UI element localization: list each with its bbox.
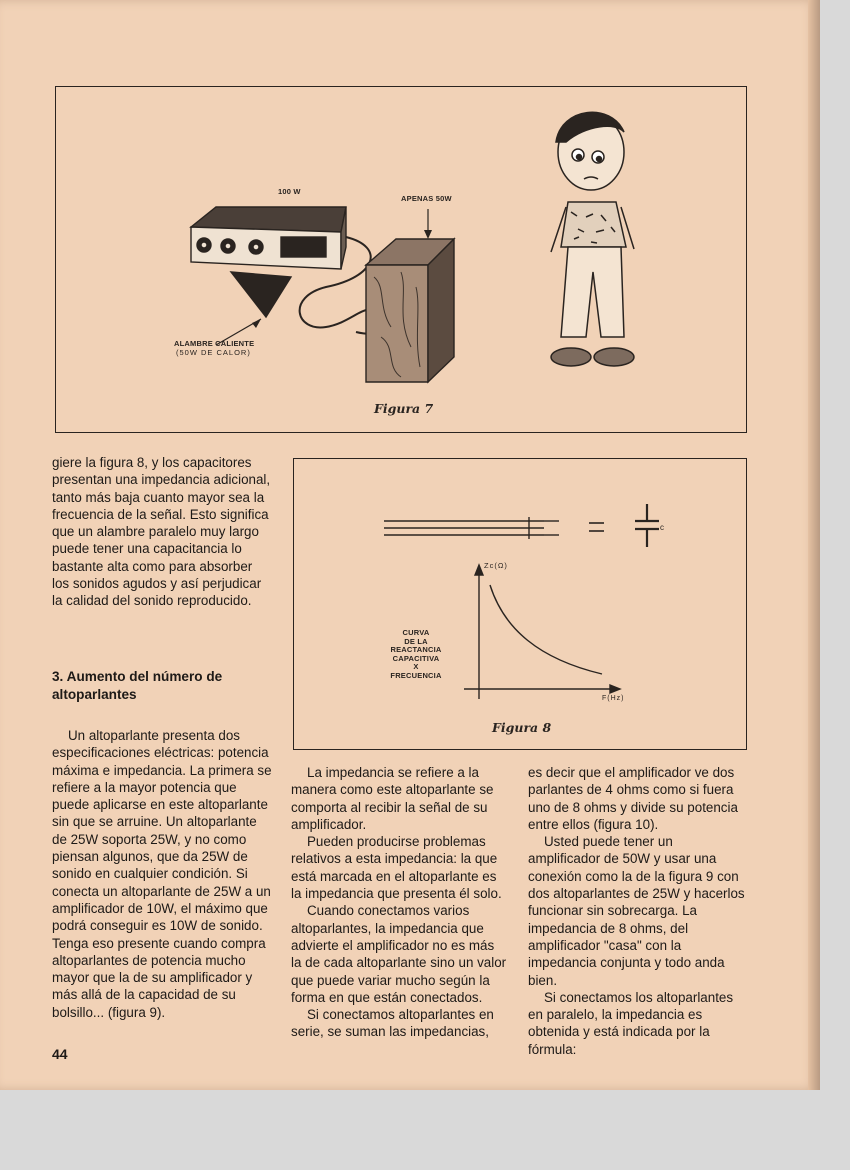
- x-axis-label: F(Hz): [602, 695, 625, 702]
- capacitor-symbol: [635, 504, 659, 547]
- capacitor-label: c: [660, 523, 665, 532]
- paragraph: Pueden producirse problemas relativos a esta impedancia: la que está marcada en el altoparlante es la impedancia que presenta él solo.: [291, 834, 502, 902]
- paragraph: Un altoparlante presenta dos especificaciones eléctricas: potencia máxima e impedancia. La primera se refiere a la mayor potencia que puede aplicarse en este altoparlante sin que se arruine. Un altoparlante de 25W soporta 25W, y no como piensan algunos, que da 25W de sonido en cualquier condición. Si conecta un altoparlante de 25W a un amplificador de 10W, el máximo que podrá conseguir es 10W de sonido. Tenga eso presente cuando compra altoparlantes de potencia mucho mayor que la de su amplificador y más allá de la capacidad de su bolsillo... (figura 9).: [52, 728, 272, 1020]
- speaker-box-drawing: [366, 239, 454, 382]
- equals-sign: [589, 523, 604, 531]
- section-number: 3.: [52, 669, 64, 684]
- paragraph: Cuando conectamos varios altoparlantes, la impedancia que advierte el amplificador no es más la de cada altoparlante sino un valor que puede variar mucho según la forma en que están conectados.: [291, 903, 507, 1005]
- reactance-graph: [464, 565, 620, 699]
- amplifier-power-label: 100 W: [278, 187, 301, 196]
- cartoon-boy-drawing: [551, 112, 634, 366]
- figure-8-illustration: [294, 459, 746, 749]
- figure-8: [293, 458, 747, 750]
- paragraph: giere la figura 8, y los capacitores presentan una impedancia adicional, tanto más baja cuanto mayor sea la frecuencia de la señal. Esto significa que un alambre paralelo muy largo puede tener una capacitancia lo bastante alta como para absorber los sonidos agudos y así perjudicar la calidad del sonido reproducido.: [52, 455, 271, 609]
- column-2: [291, 764, 508, 1041]
- amplifier-drawing: [191, 207, 346, 317]
- paragraph: La impedancia se refiere a la manera como este altoparlante se comporta al recibir la señal de su amplificador.: [291, 765, 494, 832]
- parallel-wires-drawing: [384, 517, 559, 539]
- section-heading: [52, 668, 274, 704]
- paragraph: Si conectamos los altoparlantes en paralelo, la impedancia es obtenida y está indicada por la fórmula:: [528, 989, 734, 1057]
- section-title: Aumento del número de altoparlantes: [52, 669, 223, 702]
- page-number: 44: [52, 1046, 68, 1062]
- y-axis-label: Zc(Ω): [484, 561, 508, 570]
- column-1-bottom-paragraph: [52, 727, 272, 1021]
- paragraph: Usted puede tener un amplificador de 50W y usar una conexión como la de la figura 9 con dos altoparlantes de 25W y hacerlos funcionar sin sobrecarga. La impedancia de 8 ohms, del amplificador "casa" con la impedancia conjunta y todo anda bien.: [528, 834, 745, 988]
- curve-label: CURVA DE LA REACTANCIA CAPACITIVA X FRECUENCIA: [390, 628, 442, 680]
- speaker-power-label: APENAS 50W: [401, 194, 452, 203]
- figure-7-caption: Figura 7: [374, 401, 434, 416]
- hot-wire-label: ALAMBRE CALIENTE: [174, 339, 255, 348]
- figure-7-illustration: [56, 87, 746, 432]
- paragraph: Si conectamos altoparlantes en serie, se suman las impedancias,: [291, 1007, 494, 1040]
- heat-label: (50W DE CALOR): [176, 348, 251, 357]
- page-edge: [808, 0, 820, 1090]
- column-1-top-paragraph: [52, 454, 272, 610]
- column-3: [528, 764, 746, 1058]
- paragraph: es decir que el amplificador ve dos parlantes de 4 ohms como si fuera uno de 8 ohms y divide su potencia entre ellos (figura 10).: [528, 765, 738, 832]
- figure-7: [55, 86, 747, 433]
- figure-8-caption: Figura 8: [492, 720, 552, 735]
